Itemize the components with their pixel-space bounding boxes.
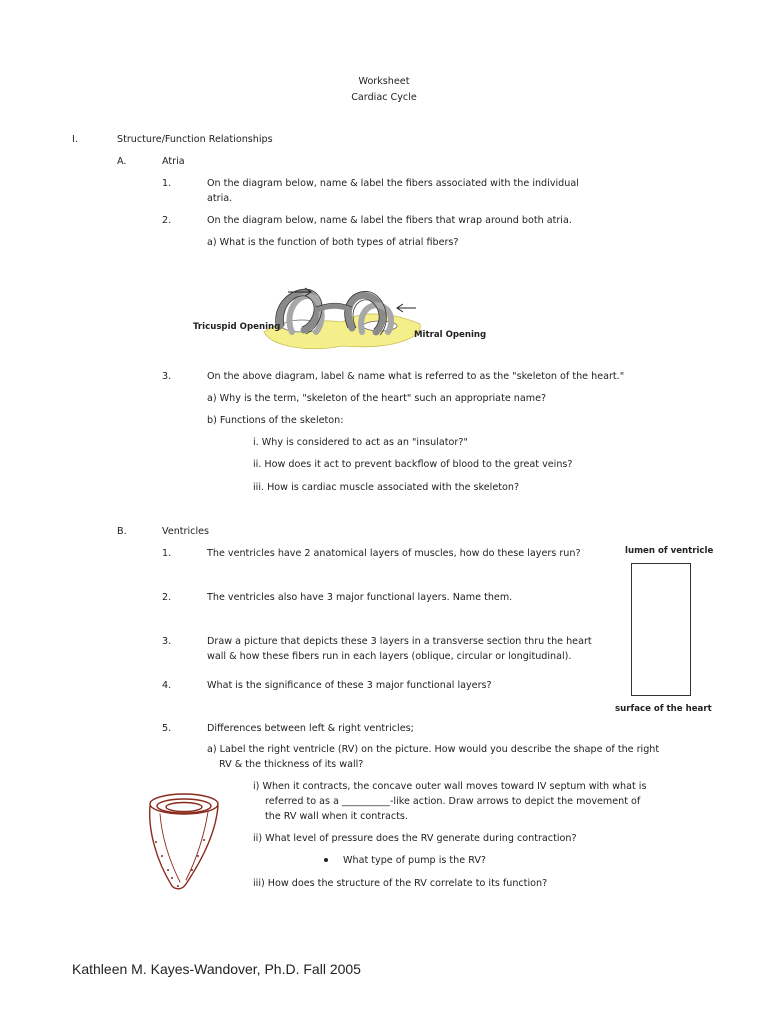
question-subpart: referred to as a __________-like action. Draw arrows to depict the movement of xyxy=(265,796,641,807)
question-text: The ventricles also have 3 major functional layers. Name them. xyxy=(207,592,513,603)
subsection-b-title: Ventricles xyxy=(162,526,210,537)
question-text: Differences between left & right ventricles; xyxy=(207,723,414,734)
question-text: On the above diagram, label & name what is referred to as the "skeleton of the heart." xyxy=(207,371,625,382)
interatrial-band xyxy=(316,306,352,310)
ventricle-heart-sketch xyxy=(142,790,226,894)
section-number: I. xyxy=(72,134,78,145)
question-number: 5. xyxy=(162,723,172,734)
question-subpart: ii. How does it act to prevent backflow of blood to the great veins? xyxy=(253,459,573,470)
bullet-icon xyxy=(324,858,328,862)
arrow-icon xyxy=(397,304,416,312)
worksheet-subtitle: Cardiac Cycle xyxy=(351,92,417,103)
question-text: atria. xyxy=(207,193,233,204)
question-text: What is the significance of these 3 major functional layers? xyxy=(207,680,492,691)
question-subpart: RV & the thickness of its wall? xyxy=(219,759,364,770)
question-subpart: What type of pump is the RV? xyxy=(343,855,486,866)
question-subpart: a) What is the function of both types of atrial fibers? xyxy=(207,237,459,248)
worksheet-title: Worksheet xyxy=(358,76,410,87)
section-title: Structure/Function Relationships xyxy=(117,134,273,145)
question-subpart: the RV wall when it contracts. xyxy=(265,811,408,822)
question-subpart: i. Why is considered to act as an "insulator?" xyxy=(253,437,468,448)
question-subpart: ii) What level of pressure does the RV generate during contraction? xyxy=(253,833,577,844)
question-subpart: iii. How is cardiac muscle associated with the skeleton? xyxy=(253,482,520,493)
question-text: On the diagram below, name & label the fibers that wrap around both atria. xyxy=(207,215,572,226)
question-text: wall & how these fibers run in each layers (oblique, circular or longitudinal). xyxy=(207,651,572,662)
question-number: 4. xyxy=(162,680,172,691)
surface-label: surface of the heart xyxy=(615,704,712,714)
question-subpart: a) Why is the term, "skeleton of the heart" such an appropriate name? xyxy=(207,393,547,404)
question-number: 1. xyxy=(162,548,172,559)
question-number: 2. xyxy=(162,215,172,226)
question-number: 1. xyxy=(162,178,172,189)
subsection-b-number: B. xyxy=(117,526,127,537)
question-text: On the diagram below, name & label the fibers associated with the individual xyxy=(207,178,579,189)
question-number: 3. xyxy=(162,371,172,382)
tricuspid-opening-label: Tricuspid Opening xyxy=(193,322,281,332)
ventricle-wall-box xyxy=(631,563,691,696)
question-text: The ventricles have 2 anatomical layers of muscles, how do these layers run? xyxy=(207,548,581,559)
subsection-a-title: Atria xyxy=(162,156,185,167)
question-subpart: a) Label the right ventricle (RV) on the picture. How would you describe the shape of the right xyxy=(207,744,660,755)
question-subpart: b) Functions of the skeleton: xyxy=(207,415,344,426)
question-number: 3. xyxy=(162,636,172,647)
subsection-a-number: A. xyxy=(117,156,127,167)
author-footer: Kathleen M. Kayes-Wandover, Ph.D. Fall 2005 xyxy=(72,961,361,977)
mitral-opening-label: Mitral Opening xyxy=(414,330,487,340)
question-number: 2. xyxy=(162,592,172,603)
question-text: Draw a picture that depicts these 3 layers in a transverse section thru the heart xyxy=(207,636,592,647)
question-subpart: i) When it contracts, the concave outer wall moves toward IV septum with what is xyxy=(253,781,647,792)
question-subpart: iii) How does the structure of the RV correlate to its function? xyxy=(253,878,548,889)
lumen-label: lumen of ventricle xyxy=(625,546,714,556)
